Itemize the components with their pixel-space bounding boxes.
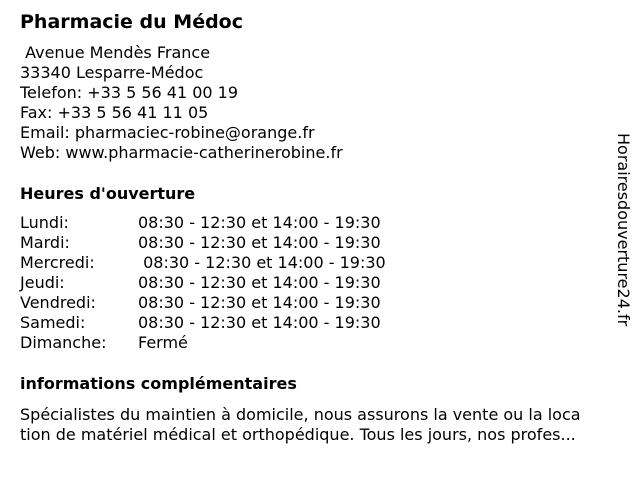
day-label: Dimanche: — [20, 333, 107, 352]
postal-city: 33340 Lesparre-Médoc — [20, 63, 204, 82]
hours-row-sunday — [20, 333, 386, 353]
hours-value: 08:30 - 12:30 et 14:00 - 19:30 — [138, 313, 381, 332]
fax-number: Fax: +33 5 56 41 11 05 — [20, 103, 209, 122]
opening-hours-table — [20, 213, 386, 353]
info-heading: informations complémentaires — [20, 374, 297, 393]
website-url: Web: www.pharmacie-catherinerobine.fr — [20, 143, 343, 162]
contact-block — [20, 43, 343, 163]
day-label: Mercredi: — [20, 253, 95, 272]
hours-row-tuesday — [20, 233, 386, 253]
email-address: Email: pharmaciec-robine@orange.fr — [20, 123, 315, 142]
hours-row-wednesday — [20, 253, 386, 273]
hours-row-monday — [20, 213, 386, 233]
day-label: Lundi: — [20, 213, 69, 232]
info-line: tion de matériel médical et orthopédique. Tous les jours, nos profes... — [20, 425, 576, 444]
hours-value: Fermé — [138, 333, 188, 352]
info-description — [20, 405, 632, 445]
hours-row-thursday — [20, 273, 386, 293]
phone-number: Telefon: +33 5 56 41 00 19 — [20, 83, 239, 102]
hours-heading: Heures d'ouverture — [20, 184, 196, 203]
hours-value: 08:30 - 12:30 et 14:00 - 19:30 — [138, 213, 381, 232]
hours-row-saturday — [20, 313, 386, 333]
day-label: Mardi: — [20, 233, 70, 252]
hours-value: 08:30 - 12:30 et 14:00 - 19:30 — [138, 293, 381, 312]
street-address: Avenue Mendès France — [20, 43, 211, 62]
hours-row-friday — [20, 293, 386, 313]
watermark — [611, 133, 633, 373]
info-line: Spécialistes du maintien à domicile, nous assurons la vente ou la loca — [20, 405, 581, 424]
day-label: Jeudi: — [20, 273, 65, 292]
hours-value: 08:30 - 12:30 et 14:00 - 19:30 — [138, 273, 381, 292]
day-label: Samedi: — [20, 313, 86, 332]
watermark-text: Horairesdouverture24.fr — [614, 133, 633, 327]
day-label: Vendredi: — [20, 293, 96, 312]
pharmacy-name: Pharmacie du Médoc — [20, 11, 243, 33]
hours-value: 08:30 - 12:30 et 14:00 - 19:30 — [138, 233, 381, 252]
hours-value: 08:30 - 12:30 et 14:00 - 19:30 — [138, 253, 386, 272]
